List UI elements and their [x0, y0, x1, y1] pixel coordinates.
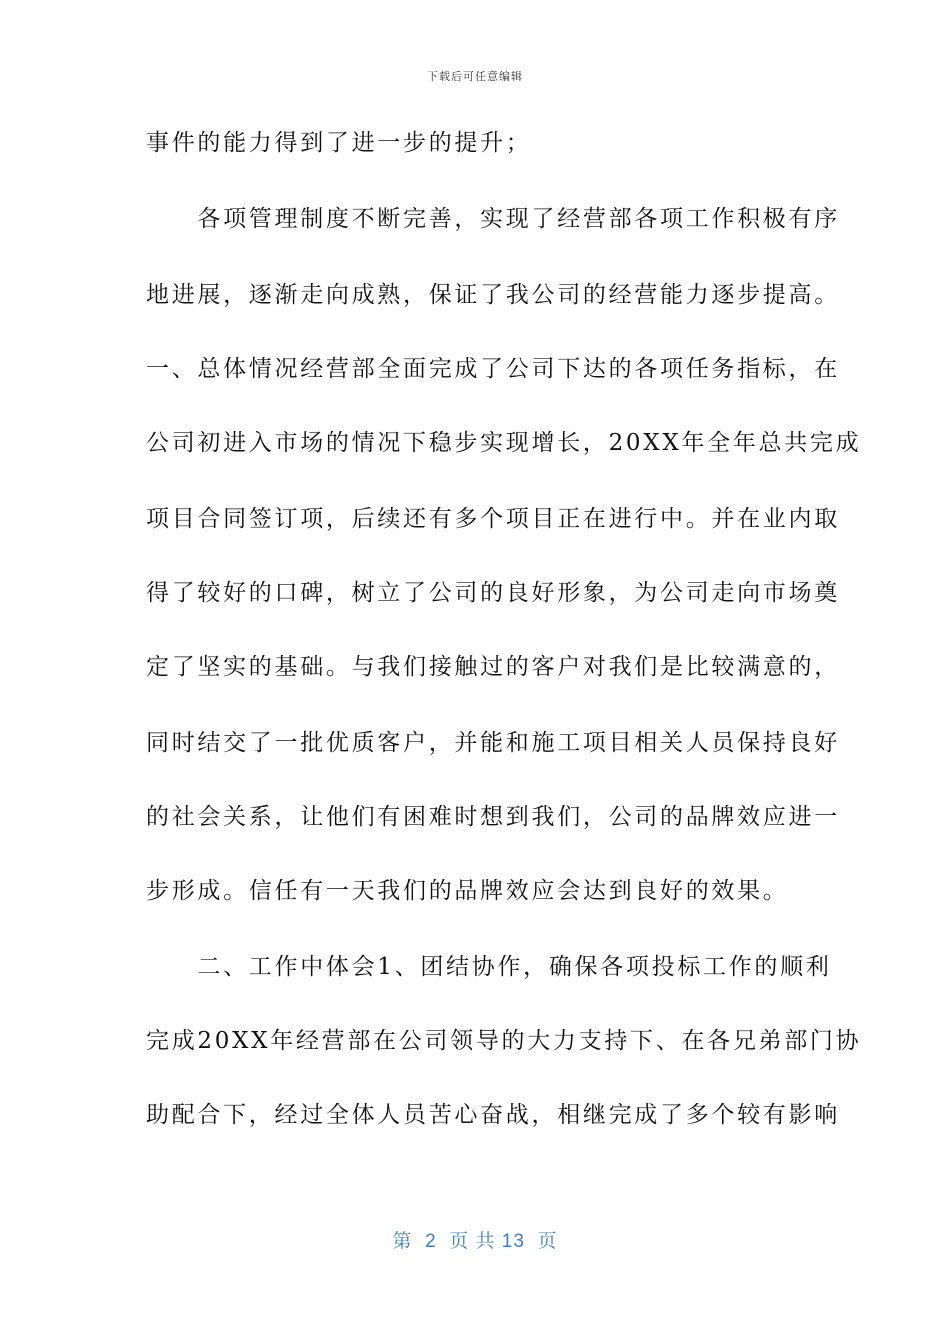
text-line: 项目合同签订项，后续还有多个项目正在进行中。并在业内取 — [146, 506, 840, 532]
text-line: 助配合下，经过全体人员苦心奋战，相继完成了多个较有影响 — [146, 1102, 840, 1128]
text-line: 的社会关系，让他们有困难时想到我们，公司的品牌效应进一 — [146, 804, 840, 830]
text-line: 定了坚实的基础。与我们接触过的客户对我们是比较满意的， — [146, 654, 840, 680]
text-line: 事件的能力得到了进一步的提升； — [146, 130, 532, 156]
text-line: 地进展，逐渐走向成熟，保证了我公司的经营能力逐步提高。 — [146, 282, 840, 308]
text-line: 同时结交了一批优质客户，并能和施工项目相关人员保持良好 — [146, 730, 840, 756]
text-line: 得了较好的口碑，树立了公司的良好形象，为公司走向市场奠 — [146, 580, 840, 606]
page-header: 下载后可任意编辑 — [427, 70, 523, 83]
text-line: 二、工作中体会1、团结协作，确保各项投标工作的顺利 — [146, 954, 832, 980]
text-line: 步形成。信任有一天我们的品牌效应会达到良好的效果。 — [146, 878, 789, 904]
text-line: 各项管理制度不断完善，实现了经营部各项工作积极有序 — [146, 206, 840, 232]
text-line: 公司初进入市场的情况下稳步实现增长，20XX年全年总共完成 — [146, 430, 862, 456]
page-footer: 第 2 页 共 13 页 — [392, 1231, 558, 1252]
text-line: 完成20XX年经营部在公司领导的大力支持下、在各兄弟部门协 — [146, 1028, 862, 1054]
text-line: 一、总体情况经营部全面完成了公司下达的各项任务指标，在 — [146, 356, 840, 382]
